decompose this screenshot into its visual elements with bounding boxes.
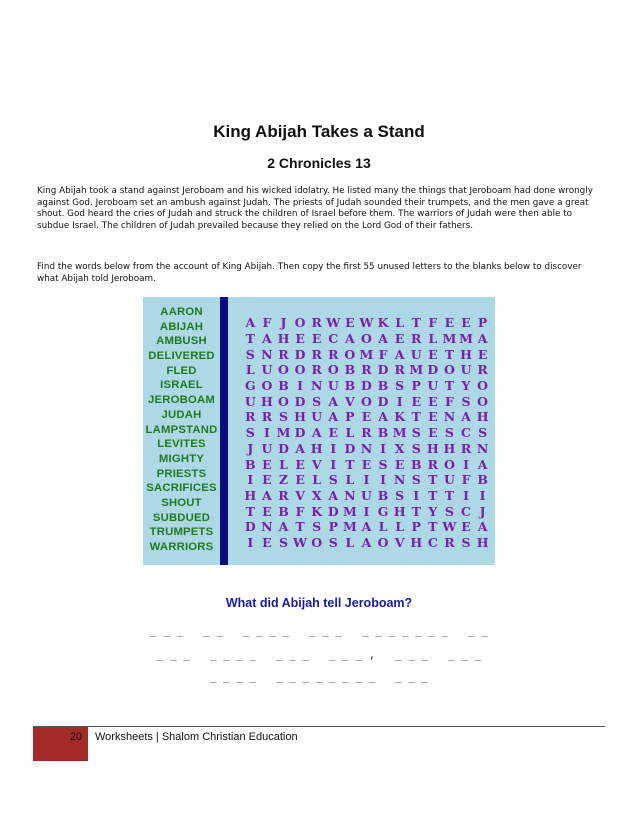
grid-letter: O: [327, 362, 339, 378]
grid-letter: F: [444, 393, 454, 409]
word-item: DELIVERED: [148, 350, 215, 363]
grid-letter: U: [410, 346, 422, 362]
grid-letter: S: [411, 440, 421, 456]
grid-letter: R: [311, 315, 322, 331]
grid-letter: Y: [428, 503, 438, 519]
grid-letter: M: [459, 331, 473, 347]
grid-letter: I: [297, 378, 303, 394]
grid-letter: L: [345, 472, 355, 488]
grid-letter: F: [262, 315, 272, 331]
grid-letter: R: [311, 362, 322, 378]
grid-letter: K: [311, 503, 323, 519]
grid-letter: F: [378, 346, 388, 362]
grid-letter: T: [245, 331, 255, 347]
grid-letter: S: [328, 472, 338, 488]
grid-letter: S: [478, 425, 488, 441]
grid-letter: S: [444, 425, 454, 441]
grid-row: [242, 362, 494, 378]
word-item: TRUMPETS: [149, 526, 214, 539]
grid-letter: I: [413, 487, 420, 503]
grid-letter: S: [411, 472, 421, 488]
grid-letter: J: [280, 315, 287, 331]
grid-letter: B: [278, 503, 289, 519]
grid-letter: X: [311, 487, 322, 503]
grid-row: [242, 441, 494, 457]
grid-letter: N: [393, 472, 406, 488]
grid-row: [242, 315, 494, 331]
page-title: King Abijah Takes a Stand: [213, 122, 425, 141]
grid-letter: O: [261, 378, 273, 394]
grid-letter: E: [311, 331, 322, 347]
word-item: AARON: [160, 306, 203, 318]
grid-letter: D: [327, 503, 339, 519]
grid-letter: T: [428, 487, 438, 503]
grid-letter: L: [395, 519, 405, 535]
grid-letter: N: [443, 409, 456, 425]
grid-letter: A: [461, 409, 471, 425]
grid-letter: E: [262, 456, 272, 472]
grid-letter: E: [394, 456, 405, 472]
grid-letter: A: [477, 331, 488, 347]
grid-letter: W: [293, 534, 308, 550]
grid-letter: L: [395, 315, 405, 331]
word-item: SHOUT: [161, 496, 202, 509]
grid-letter: M: [342, 519, 357, 535]
answer-blanks-line-1: _ _ _ _ _ _ _ _ _ _ _ _ _ _ _ _ _ _ _ _ _: [150, 624, 488, 637]
grid-letter: L: [245, 362, 255, 378]
grid-letter: E: [262, 503, 272, 519]
grid-letter: P: [411, 378, 421, 394]
grid-letter: D: [294, 393, 306, 409]
grid-letter: O: [361, 331, 372, 347]
grid-letter: H: [410, 534, 423, 550]
grid-letter: T: [444, 378, 455, 394]
grid-letter: P: [345, 409, 355, 425]
grid-letter: M: [442, 331, 457, 347]
grid-letter: N: [344, 487, 356, 503]
footer-text: Worksheets | Shalom Christian Education: [95, 731, 298, 743]
grid-letter: F: [428, 315, 438, 331]
grid-row: [242, 393, 494, 409]
grid-row: [242, 535, 494, 551]
grid-letter: O: [278, 362, 289, 378]
question-heading: What did Abijah tell Jeroboam?: [225, 596, 413, 610]
answer-blanks-line-3: _ _ _ _ _ _ _ _ _ _ _ _ _ _ _: [209, 670, 429, 683]
grid-letter: R: [411, 331, 422, 347]
grid-letter: S: [378, 456, 388, 472]
grid-letter: L: [279, 456, 288, 472]
grid-letter: A: [477, 456, 488, 472]
grid-letter: A: [345, 331, 355, 347]
grid-letter: S: [461, 393, 471, 409]
grid-letter: S: [328, 534, 338, 550]
word-item: PRIESTS: [156, 467, 207, 480]
grid-letter: E: [444, 315, 455, 331]
grid-letter: I: [330, 440, 337, 456]
grid-letter: T: [411, 315, 421, 331]
grid-letter: D: [244, 519, 256, 535]
grid-letter: O: [443, 362, 455, 378]
grid-letter: E: [361, 409, 372, 425]
grid-letter: M: [409, 362, 424, 378]
grid-letter: I: [363, 472, 370, 488]
grid-letter: B: [410, 456, 422, 472]
grid-letter: Z: [278, 472, 289, 488]
grid-letter: U: [311, 409, 323, 425]
grid-letter: R: [444, 534, 455, 550]
word-item: SACRIFICES: [146, 482, 217, 495]
word-item: JEROBOAM: [148, 394, 215, 407]
grid-letter: B: [377, 378, 389, 394]
grid-letter: S: [312, 393, 322, 409]
grid-letter: R: [361, 362, 372, 378]
grid-letter: M: [276, 425, 291, 441]
grid-letter: B: [344, 362, 356, 378]
grid-letter: L: [345, 425, 355, 441]
grid-letter: O: [344, 346, 356, 362]
grid-letter: L: [345, 534, 355, 550]
grid-letter: E: [411, 393, 421, 409]
grid-letter: H: [277, 331, 290, 347]
grid-letter: T: [411, 409, 421, 425]
grid-letter: B: [278, 378, 289, 394]
grid-row: [242, 425, 494, 441]
grid-letter: E: [295, 472, 305, 488]
grid-letter: O: [294, 362, 306, 378]
grid-letter: H: [244, 487, 257, 503]
grid-letter: S: [461, 534, 471, 550]
grid-letter: S: [245, 346, 255, 362]
grid-letter: V: [345, 393, 355, 409]
word-list: [143, 305, 220, 555]
grid-letter: I: [263, 425, 270, 441]
grid-letter: E: [428, 346, 438, 362]
story-paragraph: King Abijah took a stand against Jeroboam and his wicked idolatry. He listed many the things that Jeroboam had done wrongly against God. Jeroboam set an ambush against Judah. The priests of Judah sounded their trumpets, and the men gave a great shout. God heard the cries of Judah and struck the children of Israel before them. The warriors of Judah were then able to subdue Israel. The children of Judah prevailed because they relied on the Lord God of their fathers.: [37, 186, 593, 231]
grid-letter: T: [428, 519, 438, 535]
grid-letter: B: [344, 378, 356, 394]
grid-letter: D: [278, 440, 289, 456]
grid-letter: I: [396, 393, 403, 409]
grid-letter: R: [477, 362, 488, 378]
grid-letter: A: [328, 393, 339, 409]
grid-letter: X: [394, 440, 405, 456]
grid-letter: E: [428, 425, 438, 441]
grid-letter: R: [311, 346, 322, 362]
grid-letter: R: [245, 409, 256, 425]
grid-letter: R: [261, 409, 273, 425]
grid-letter: D: [427, 362, 439, 378]
word-item: LAMPSTAND: [145, 423, 218, 436]
grid-letter: A: [328, 487, 339, 503]
grid-letter: S: [395, 487, 405, 503]
grid-letter: U: [361, 487, 372, 503]
grid-letter: R: [278, 346, 289, 362]
grid-row: [242, 503, 494, 519]
grid-letter: U: [427, 378, 439, 394]
grid-letter: U: [244, 393, 256, 409]
grid-letter: H: [393, 503, 406, 519]
grid-letter: I: [463, 456, 469, 472]
word-item: ABIJAH: [159, 320, 204, 333]
grid-letter: V: [311, 456, 322, 472]
grid-letter: N: [360, 440, 373, 456]
grid-row: [242, 378, 494, 394]
grid-letter: A: [262, 487, 272, 503]
grid-letter: O: [477, 393, 489, 409]
answer-blanks-line-2: _ _ _ _ _ _ _ _ _ _ _ _ _ , _ _ _ _ _ _: [156, 648, 482, 661]
letter-grid: [242, 315, 494, 550]
grid-letter: W: [359, 315, 374, 331]
grid-row: [242, 331, 494, 347]
word-item: SUBDUED: [152, 511, 211, 524]
grid-letter: N: [261, 519, 273, 535]
grid-letter: O: [361, 393, 372, 409]
grid-letter: T: [345, 456, 355, 472]
grid-letter: S: [395, 378, 405, 394]
grid-letter: H: [476, 534, 489, 550]
grid-letter: H: [476, 409, 489, 425]
grid-letter: D: [344, 440, 356, 456]
grid-letter: M: [342, 503, 357, 519]
grid-letter: C: [328, 331, 339, 347]
grid-letter: E: [361, 456, 372, 472]
grid-letter: H: [310, 440, 323, 456]
grid-letter: J: [479, 503, 486, 519]
grid-row: [242, 456, 494, 472]
grid-letter: R: [328, 346, 339, 362]
grid-letter: S: [245, 425, 255, 441]
grid-letter: E: [328, 425, 339, 441]
grid-letter: I: [380, 440, 386, 456]
word-item: LEVITES: [157, 438, 206, 451]
grid-letter: K: [377, 315, 389, 331]
grid-letter: W: [326, 315, 341, 331]
grid-row: [242, 488, 494, 504]
grid-letter: U: [443, 472, 455, 488]
grid-letter: A: [295, 440, 305, 456]
grid-letter: S: [411, 425, 421, 441]
grid-letter: A: [328, 409, 339, 425]
grid-letter: T: [411, 503, 421, 519]
grid-letter: L: [378, 519, 388, 535]
grid-letter: T: [444, 487, 455, 503]
grid-letter: A: [361, 519, 372, 535]
grid-letter: M: [392, 425, 407, 441]
grid-letter: E: [345, 315, 355, 331]
grid-letter: T: [295, 519, 305, 535]
grid-letter: D: [294, 346, 306, 362]
grid-letter: C: [461, 503, 471, 519]
grid-letter: C: [461, 425, 471, 441]
grid-letter: E: [477, 346, 488, 362]
grid-letter: E: [461, 519, 471, 535]
grid-letter: R: [427, 456, 439, 472]
grid-letter: E: [394, 331, 405, 347]
grid-letter: A: [311, 425, 322, 441]
grid-letter: B: [377, 425, 389, 441]
grid-letter: O: [477, 378, 489, 394]
word-item: WARRIORS: [149, 541, 214, 553]
grid-letter: O: [294, 315, 306, 331]
grid-letter: R: [394, 362, 405, 378]
grid-letter: A: [245, 315, 256, 331]
grid-letter: L: [428, 331, 438, 347]
grid-letter: L: [312, 472, 322, 488]
grid-letter: E: [428, 393, 438, 409]
grid-letter: B: [377, 487, 389, 503]
grid-letter: E: [295, 331, 305, 347]
grid-letter: U: [261, 362, 273, 378]
grid-letter: E: [461, 315, 471, 331]
word-item: MIGHTY: [158, 452, 205, 465]
grid-letter: P: [328, 519, 338, 535]
grid-letter: F: [295, 503, 305, 519]
grid-letter: C: [427, 534, 438, 550]
grid-letter: S: [278, 409, 288, 425]
grid-letter: B: [245, 456, 256, 472]
grid-letter: S: [278, 534, 288, 550]
page-subtitle: 2 Chronicles 13: [267, 155, 371, 171]
grid-letter: T: [245, 503, 255, 519]
grid-letter: E: [295, 456, 305, 472]
grid-letter: R: [460, 440, 472, 456]
grid-letter: S: [444, 503, 454, 519]
grid-letter: B: [477, 472, 488, 488]
grid-letter: I: [479, 487, 486, 503]
grid-letter: G: [377, 503, 389, 519]
grid-letter: V: [295, 487, 305, 503]
grid-letter: D: [361, 378, 372, 394]
grid-letter: H: [260, 393, 273, 409]
grid-letter: T: [428, 472, 438, 488]
grid-row: [242, 409, 494, 425]
grid-letter: N: [476, 440, 489, 456]
grid-letter: E: [428, 409, 438, 425]
grid-letter: K: [394, 409, 406, 425]
grid-letter: I: [363, 503, 370, 519]
grid-letter: A: [278, 519, 289, 535]
grid-letter: N: [310, 378, 323, 394]
grid-letter: M: [359, 346, 374, 362]
grid-letter: I: [247, 534, 254, 550]
grid-letter: T: [444, 346, 455, 362]
footer-page-number: 20: [69, 731, 82, 743]
instructions-paragraph: Find the words below from the account of King Abijah. Then copy the first 55 unused letters to the blanks below to discover what Abijah told Jeroboam.: [37, 262, 582, 284]
grid-letter: R: [278, 487, 289, 503]
grid-letter: V: [394, 534, 405, 550]
grid-letter: A: [262, 331, 272, 347]
grid-letter: A: [378, 409, 388, 425]
grid-letter: A: [477, 519, 488, 535]
word-item: AMBUSH: [156, 335, 207, 348]
grid-letter: H: [426, 440, 439, 456]
word-search-puzzle: [143, 297, 495, 565]
grid-letter: E: [262, 534, 272, 550]
grid-letter: U: [327, 378, 339, 394]
puzzle-divider: [220, 297, 228, 565]
word-item: ISRAEL: [160, 379, 203, 392]
grid-letter: D: [377, 362, 389, 378]
grid-letter: I: [330, 456, 337, 472]
grid-letter: I: [380, 472, 386, 488]
grid-letter: N: [261, 346, 273, 362]
grid-letter: O: [278, 393, 289, 409]
grid-letter: O: [311, 534, 323, 550]
grid-letter: H: [294, 409, 306, 425]
grid-letter: O: [443, 456, 455, 472]
word-item: JUDAH: [161, 408, 202, 421]
grid-letter: U: [460, 362, 472, 378]
grid-letter: A: [394, 346, 405, 362]
grid-letter: J: [247, 440, 254, 456]
grid-letter: S: [312, 519, 322, 535]
grid-letter: H: [460, 346, 472, 362]
grid-letter: U: [261, 440, 273, 456]
grid-letter: F: [461, 472, 471, 488]
grid-letter: D: [294, 425, 306, 441]
word-item: FLED: [166, 364, 197, 377]
grid-letter: E: [262, 472, 272, 488]
grid-letter: Y: [461, 378, 471, 394]
grid-letter: A: [378, 331, 388, 347]
grid-row: [242, 519, 494, 535]
grid-letter: O: [377, 534, 389, 550]
grid-row: [242, 472, 494, 488]
grid-letter: W: [442, 519, 457, 535]
grid-letter: R: [361, 425, 372, 441]
grid-letter: H: [443, 440, 456, 456]
grid-letter: A: [361, 534, 372, 550]
footer-rule: [33, 726, 605, 727]
grid-letter: I: [463, 487, 469, 503]
grid-letter: P: [411, 519, 421, 535]
grid-letter: D: [377, 393, 389, 409]
grid-letter: G: [244, 378, 256, 394]
grid-row: [242, 346, 494, 362]
grid-letter: P: [477, 315, 488, 331]
grid-letter: I: [247, 472, 254, 488]
